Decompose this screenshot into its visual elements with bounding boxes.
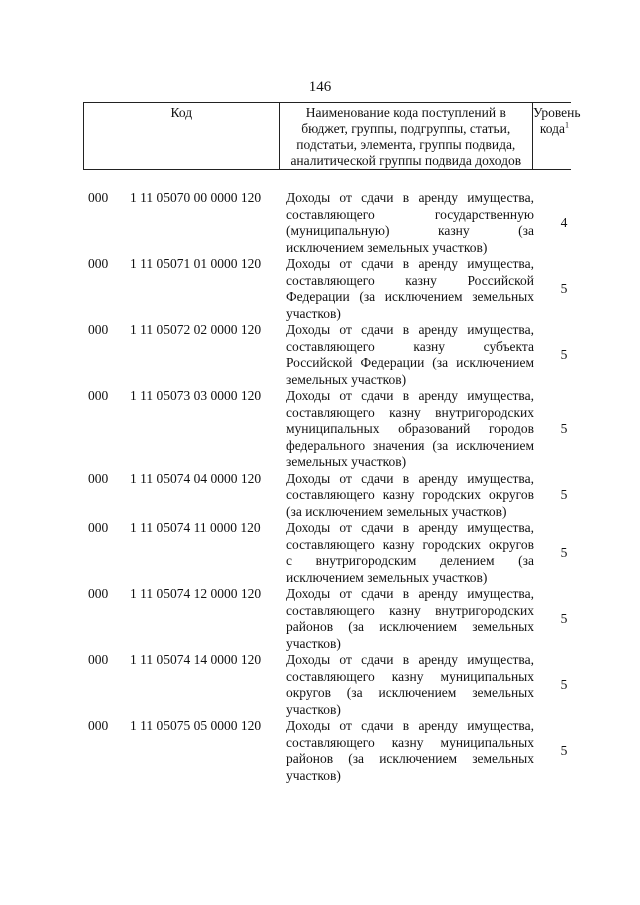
row-name-line: составляющего казну муниципальных	[286, 734, 534, 750]
row-name	[286, 520, 534, 586]
row-name-line: составляющего государственную	[286, 206, 534, 222]
table-body	[88, 190, 588, 784]
row-name-line: земельных участков)	[286, 371, 407, 387]
row-level: 5	[560, 347, 568, 362]
row-name-line: (за исключением земельных участков)	[286, 503, 507, 519]
row-name-line: Доходы от сдачи в аренду имущества,	[286, 256, 534, 271]
header-name-line: бюджет, группы, подгруппы, статьи,	[301, 121, 511, 136]
row-name-line: Доходы от сдачи в аренду имущества,	[286, 520, 534, 535]
row-revenue-code: 1 11 05074 14 0000 120	[130, 652, 262, 667]
row-name-line: Доходы от сдачи в аренду имущества,	[286, 470, 534, 486]
row-name	[286, 586, 534, 652]
row-name-line: муниципальных образований городов	[286, 421, 534, 436]
header-level-line1: Уровень	[533, 105, 581, 120]
row-level: 5	[560, 677, 568, 692]
row-revenue-code: 1 11 05074 04 0000 120	[130, 470, 262, 486]
table-row	[88, 190, 588, 256]
header-level	[533, 103, 581, 169]
row-group-code: 000	[88, 652, 109, 667]
row-name-line: участков)	[286, 701, 341, 717]
row-name-line: участков)	[286, 635, 341, 651]
row-revenue-code: 1 11 05074 12 0000 120	[130, 586, 262, 601]
row-name-line: исключением земельных участков)	[286, 239, 488, 255]
table-row	[88, 520, 588, 586]
header-name-line: аналитической группы подвида доходов	[290, 153, 522, 168]
row-level: 4	[560, 215, 568, 230]
row-name-line: исключением земельных участков)	[286, 569, 488, 585]
row-level: 5	[560, 611, 568, 626]
footnote-marker: 1	[565, 120, 569, 130]
row-name-line: округов (за исключением земельных	[286, 685, 534, 700]
row-name-line: с внутригородским делением (за	[286, 553, 534, 568]
row-name	[286, 652, 534, 718]
row-level: 5	[560, 743, 568, 758]
row-name-line: участков)	[286, 305, 341, 321]
table-row	[88, 322, 588, 388]
row-revenue-code: 1 11 05072 02 0000 120	[130, 322, 262, 337]
row-revenue-code: 1 11 05070 00 0000 120	[130, 190, 262, 205]
header-code: Код	[84, 103, 280, 169]
row-name-line: Доходы от сдачи в аренду имущества,	[286, 586, 534, 601]
row-name-line: (муниципальную) казну (за	[286, 223, 534, 238]
table-header	[83, 102, 581, 170]
row-revenue-code: 1 11 05074 11 0000 120	[130, 520, 261, 535]
row-name-line: федерального значения (за исключением	[286, 437, 534, 453]
row-group-code: 000	[88, 520, 109, 535]
row-name-line: составляющего казну муниципальных	[286, 668, 534, 684]
row-level: 5	[560, 545, 568, 560]
row-group-code: 000	[88, 256, 109, 271]
table-row	[88, 471, 588, 521]
table-row	[88, 652, 588, 718]
row-group-code: 000	[88, 322, 109, 337]
row-name	[286, 388, 534, 471]
row-group-code: 000	[88, 388, 109, 403]
header-level-label: кода	[539, 121, 565, 136]
row-group-code: 000	[88, 586, 109, 601]
row-level: 5	[560, 421, 568, 437]
row-group-code: 000	[88, 470, 109, 486]
row-name-line: Доходы от сдачи в аренду имущества,	[286, 190, 534, 205]
page-number: 146	[308, 79, 332, 95]
table-row	[88, 388, 588, 471]
row-name-line: Доходы от сдачи в аренду имущества,	[286, 718, 534, 733]
table-row	[88, 586, 588, 652]
row-name-line: Доходы от сдачи в аренду имущества,	[286, 388, 534, 403]
row-name	[286, 256, 534, 322]
row-name-line: составляющего казну внутригородских	[286, 602, 534, 618]
row-name-line: Федерации (за исключением земельных	[286, 289, 534, 304]
row-name	[286, 322, 534, 388]
row-name-line: составляющего казну Российской	[286, 272, 534, 288]
header-name-line: Наименование кода поступлений в	[305, 105, 506, 120]
row-name	[286, 718, 534, 784]
row-revenue-code: 1 11 05075 05 0000 120	[130, 718, 262, 733]
row-name-line: составляющего казну городских округов	[286, 487, 534, 502]
row-name-line: составляющего казну внутригородских	[286, 404, 534, 420]
header-name	[280, 103, 533, 169]
row-name-line: составляющего казну субъекта	[286, 338, 534, 354]
row-name-line: Доходы от сдачи в аренду имущества,	[286, 322, 534, 337]
row-name-line: составляющего казну городских округов	[286, 536, 534, 552]
row-name-line: районов (за исключением земельных	[286, 751, 534, 766]
row-level: 5	[560, 487, 568, 503]
header-name-line: подстатьи, элемента, группы подвида,	[296, 137, 516, 152]
row-name-line: Российской Федерации (за исключением	[286, 355, 534, 370]
row-name-line: Доходы от сдачи в аренду имущества,	[286, 652, 534, 667]
row-name-line: земельных участков)	[286, 454, 407, 469]
row-name-line: районов (за исключением земельных	[286, 619, 534, 634]
row-name-line: участков)	[286, 767, 341, 783]
header-level-line2	[533, 121, 569, 137]
table-row	[88, 718, 588, 784]
table-row	[88, 256, 588, 322]
row-name	[286, 471, 534, 521]
row-revenue-code: 1 11 05073 03 0000 120	[130, 388, 262, 403]
row-group-code: 000	[88, 190, 109, 205]
row-revenue-code: 1 11 05071 01 0000 120	[130, 256, 262, 271]
row-level: 5	[560, 281, 568, 296]
row-name	[286, 190, 534, 256]
row-group-code: 000	[88, 718, 109, 733]
